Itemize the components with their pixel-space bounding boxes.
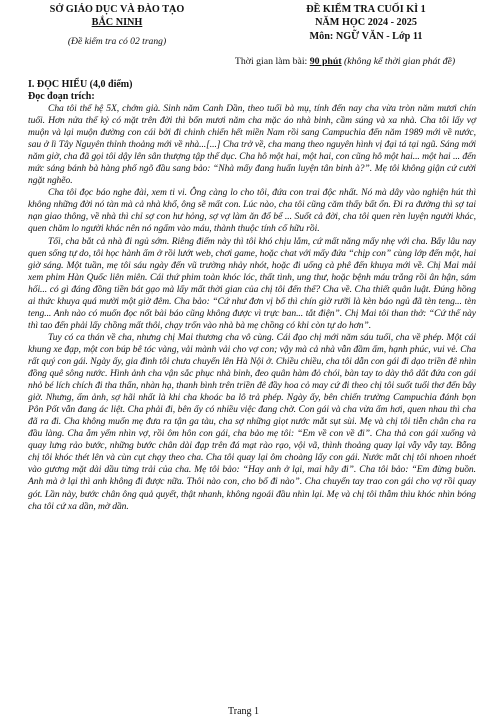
header-right [248,3,484,43]
school-year: NĂM HỌC 2024 - 2025 [315,17,417,28]
exam-title: ĐỀ KIỂM TRA CUỐI KÌ 1 [306,4,426,15]
header-left [22,3,212,47]
subject-line: Môn: NGỮ VĂN - Lớp 11 [309,31,423,42]
pages-note: (Đề kiểm tra có 02 trang) [67,36,167,47]
reading-label: Đọc đoạn trích: [28,91,95,102]
time-line [205,56,485,67]
passage-paragraph-1: Cha tôi thế hệ 5X, chớm già. Sinh năm Canh Dần, theo tuổi bà mụ, tính đến nay cha vừa tròn năm mươi chín tuổi. Hơn nửa thế kỷ có mặt trên đời thì bốn mươi năm cha mặc áo nhà binh, cầm súng và xa nhà. Cha tôi lấy vợ muộn và lại muộn đường con cái bởi đi chinh chiến hết miền Nam rồi sang Campuchia đến năm 1989 mới về nước, sau ở lì Tây Nguyên thỉnh thoảng mới về nhà...[...] Cha trở về, cha mang theo nguyên hình vị đại tá tại ngũ. Sáng mới năm giờ, cha đã gọi tôi dậy lên sân thượng tập thể dục. Cha hô một hai, một hai, con cũng hô một hai... một hai ... đến mức sáng bánh bà hàng phố ngõ đầu sang bảo: “Nhà mấy đang huấn luyện tân binh à?”. Mẹ tôi không giận cứ cười ngặt nghẽo. [28,103,476,187]
page-footer: Trang 1 [227,706,260,717]
time-prefix: Thời gian làm bài: [234,56,310,67]
section-title: I. ĐỌC HIỂU (4,0 điểm) [28,79,133,90]
passage-paragraph-3: Tối, cha bắt cả nhà đi ngủ sớm. Riêng điểm này thì tôi khó chịu lắm, cứ mất năng mấy nhẹ với cha. Bấy lâu nay quen sống tự do, tôi học hành ẩm ở rồi lướt web, chơi game, hoặc chat với mấy đứa “chịp con” cùng lớp đến một, hai giờ sáng. Một tuần, mẹ tôi sáu ngày đến vũ trường nhảy nhót, hoặc đi uống cà phê đến khuya mới về. Chị Mai mải xem phim Hàn Quốc liên miên. Cái thứ phim toàn khóc lóc, thất tình, ung thư, hoặc bệnh máu trắng rồi ân hận, sám hối... có gì đáng đồng tiền bát gạo mà lấy mất thời gian của chị tôi đến thế? Cha về. Cha thiết quân luật. Đúng hồng ai thức khuya quá mười một giờ đêm. Cha bảo: “Cứ như đơn vị bố thì chín giờ rưỡi là kèn báo ngủ đã tèn teng... tèn teng... Anh nào có muốn đọc nốt bài báo cũng không được vì trực ban... tắt điện”. Chị Mai tôi than thở: “Cứ thế này thì tao đến phải lấy chồng mất thôi, chạy trốn vào nhà bà mẹ chồng có khi còn tự do hơn”. [28,235,476,331]
passage-paragraph-4: Tuy có ca thán về cha, nhưng chị Mai thương cha vô cùng. Cái đạo chị mới năm sáu tuổi, cha về phép. Một cái khung xe đạp, một con búp bê tóc vàng, vải mành vải cho vợ con; vậy mà cả nhà vẫn đầm ấm, hạnh phúc, vui vẻ. Cha rất quý con gái. Ngày ấy, gia đình tôi chưa chuyển lên Hà Nội ở. Chiều chiều, cha tôi dẫn con gái đi dạo triền đê nhìn đồng quê sông nước. Hình ảnh cha vận sắc phục nhà binh, đeo quân hàm đỏ chói, bàn tay to dày thô dắt đứa con gái nhỏ bé lích chích đi tha thẩn, nhàn hạ, thanh bình trên triền đê đầy hoa cỏ may cứ đi theo chị tôi suốt tuổi thơ đến bây giờ. Nhưng, ấm ảnh, sợ hãi nhất là khi cha khoác ba lô trả phép. Ngày ấy, bên chiến trường Campuchia đánh bọn Pôn Pốt vẫn đang ác liệt. Cha phải đi, bên ấy có nhiều việc đang chờ. Con gái và cha vừa ấm hơi, quen nhau thì cha đã ra đi. Cha không muốn mẹ đưa ra tận ga tàu, cha sợ những giọt nước mắt sụt sùi. Mẹ và chị tôi tiễn chân cha ra đầu làng. Cha ẵm yếm nhìn vợ, rồi ôm hôn con gái, cha bảo mẹ tôi: “Em về con về đi”. Cha thả con gái xuống và quay lưng rảo bước, những bước chân dài đạp trên đá mạt rào rạo, vội vã, thình thoảng quay lại vẫy vẫy tay. Bỗng chị tôi khóc thét lên và cùn cụt chạy theo cha. Cha tôi quay lại ôm choàng lấy con gái. Nước mắt chị tôi nhoen nhoét vào gương mặt dài dầu từng trải của cha. Mẹ tôi bảo: “Hay anh ở lại, mai hãy đi”. Cha tôi bảo: “Em đừng buồn. Anh mà ở lại thì anh không đi được nữa. Thôi nào con, cho bố đi nào”. Cha chuyển tay trao con gái cho vợ rồi quay gót. Lần này, bước chân ông quả quyết, thật nhanh, không ngoái đầu nhìn lại. Mẹ và chị tôi thẫm thìu khóc nhìn bóng cha tôi cứ xa dần, mờ dần. [28,331,476,512]
time-value: 90 phút [309,56,342,67]
time-note: (không kể thời gian phát đề) [341,56,456,67]
province-name: BẮC NINH [91,17,143,28]
passage-paragraph-2: Cha tôi đọc báo nghe đài, xem ti vi. Ông càng lo cho tôi, đứa con trai độc nhất. Nó mà dây vào nghiện hút thì không những đời nó tàn mà cả nhà khổ, ông sẽ mất con. Lúc nào, cha tôi cũng căm thấy bất ổn. Đi ra đường thì sợ tai nạn giao thông, về nhà thì chỉ sợ con hư hỏng, sợ vợ làm ăn đổ bể ... Suốt cả đời, cha tôi quen rèn luyện người khác, quen chăm lo người khác nên nó ngấm vào máu, thành thuộc tính cố hữu rồi. [28,187,476,235]
department-name: SỞ GIÁO DỤC VÀ ĐÀO TẠO [49,4,185,15]
reading-section [28,79,476,513]
